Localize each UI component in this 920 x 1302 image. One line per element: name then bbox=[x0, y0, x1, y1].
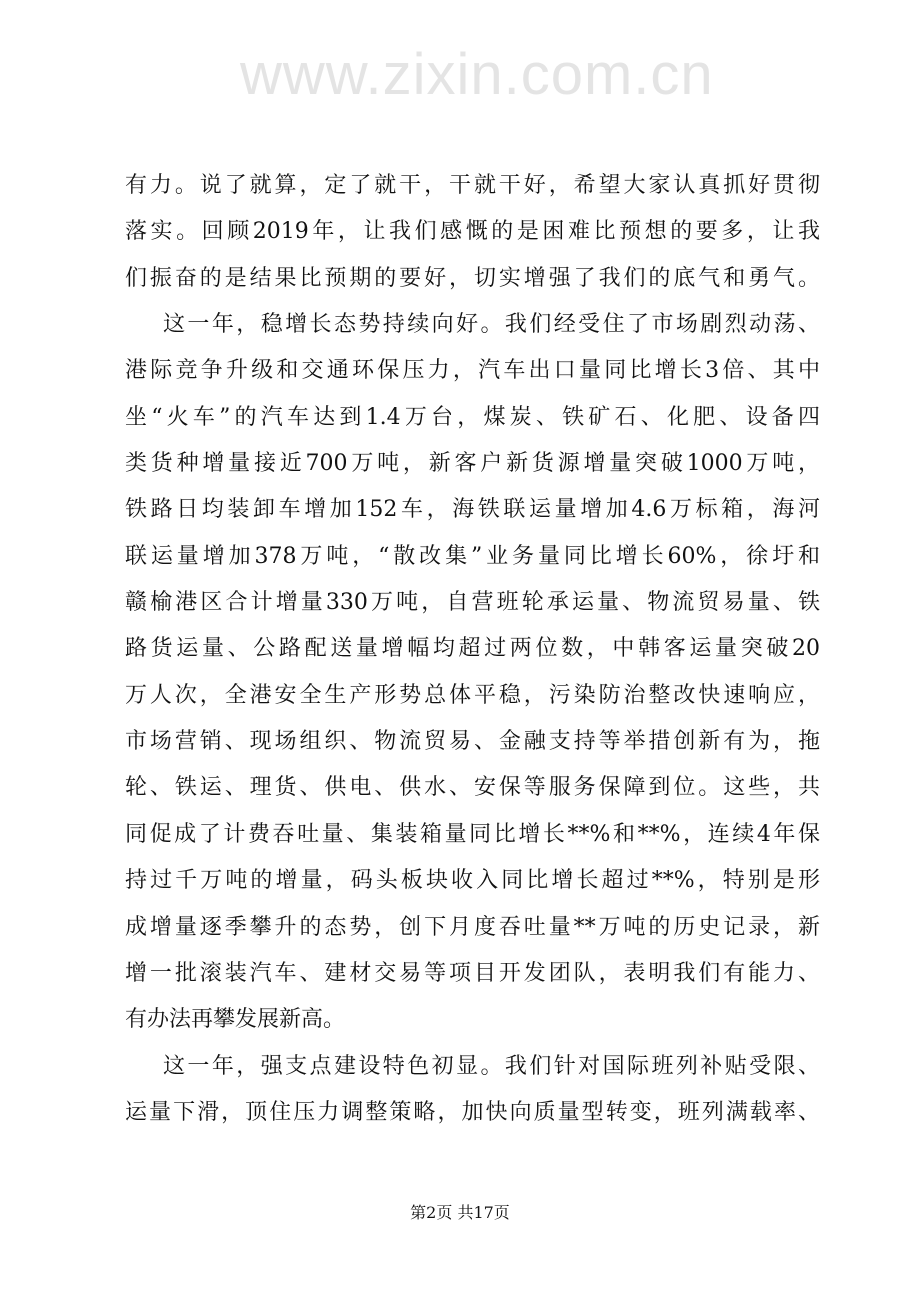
text-line: 落实。回顾2019年，让我们感慨的是困难比预想的要多，让我 bbox=[125, 219, 820, 245]
text-line: 联运量增加378万吨，“散改集”业务量同比增长60%，徐圩和 bbox=[125, 543, 820, 569]
text-line: 有力。说了就算，定了就干，干就干好，希望大家认真抓好贯彻 bbox=[125, 173, 820, 198]
text-line: 成增量逐季攀升的态势，创下月度吞吐量**万吨的历史记录，新 bbox=[125, 914, 820, 940]
text-line: 们振奋的是结果比预期的要好，切实增强了我们的底气和勇气。 bbox=[125, 265, 820, 291]
text-line: 运量下滑，顶住压力调整策略，加快向质量型转变，班列满载率、 bbox=[125, 1099, 820, 1125]
text-line: 这一年，强支点建设特色初显。我们针对国际班列补贴受限、 bbox=[163, 1053, 820, 1079]
text-line: 这一年，稳增长态势持续向好。我们经受住了市场剧烈动荡、 bbox=[163, 312, 820, 338]
body-text bbox=[125, 163, 820, 1136]
text-line: 万人次，全港安全生产形势总体平稳，污染防治整改快速响应， bbox=[125, 682, 820, 708]
text-line: 轮、铁运、理货、供电、供水、安保等服务保障到位。这些，共 bbox=[125, 775, 820, 801]
page-footer: 第2页 共17页 bbox=[410, 1203, 510, 1222]
text-line: 增一批滚装汽车、建材交易等项目开发团队，表明我们有能力、 bbox=[125, 960, 820, 986]
watermark: www.zixin.com.cn bbox=[240, 42, 714, 107]
text-line: 同促成了计费吞吐量、集装箱量同比增长**%和**%，连续4年保 bbox=[125, 821, 820, 847]
text-line: 路货运量、公路配送量增幅均超过两位数，中韩客运量突破20 bbox=[125, 636, 820, 662]
text-line: 持过千万吨的增量，码头板块收入同比增长超过**%，特别是形 bbox=[125, 868, 820, 894]
text-line: 港际竞争升级和交通环保压力，汽车出口量同比增长3倍、其中 bbox=[125, 358, 820, 384]
text-line: 类货种增量接近700万吨，新客户新货源增量突破1000万吨， bbox=[125, 451, 820, 477]
text-line: 有办法再攀发展新高。 bbox=[125, 1007, 346, 1033]
text-line: 赣榆港区合计增量330万吨，自营班轮承运量、物流贸易量、铁 bbox=[125, 590, 820, 616]
text-line: 坐“火车”的汽车达到1.4万台，煤炭、铁矿石、化肥、设备四 bbox=[125, 404, 820, 430]
text-line: 市场营销、现场组织、物流贸易、金融支持等举措创新有为，拖 bbox=[125, 729, 820, 755]
text-line: 铁路日均装卸车增加152车，海铁联运量增加4.6万标箱，海河 bbox=[125, 497, 820, 523]
